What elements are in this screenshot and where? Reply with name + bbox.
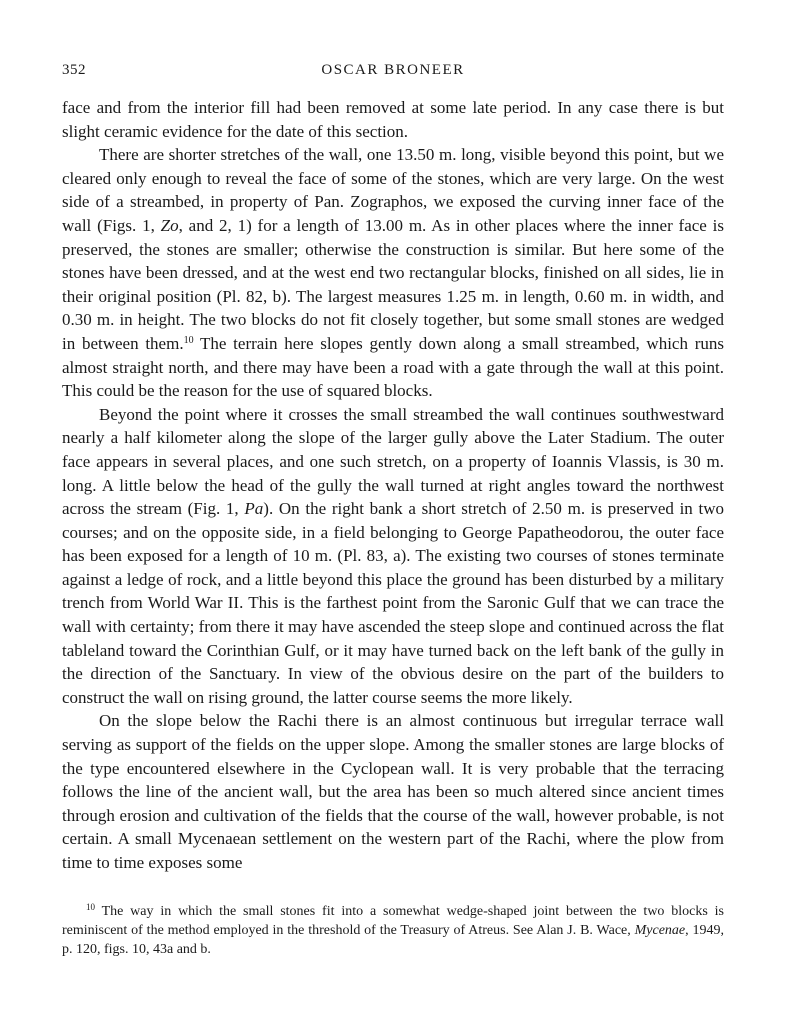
text-segment: , and 2, 1) for a length of 13.00 m. As in other places where the inner face is preserved, the stones are smaller; otherwise the construction is similar. But here some of the stones have been dressed, and at the west end two rectangular blocks, finished on all sides, lie in their original position (Pl. 82, b). The largest measures 1.25 m. in length, 0.60 m. in width, and 0.30 m. in height. The two blocks do not fit closely together, but some small stones are wedged in between them.: [62, 215, 724, 353]
paragraph: [62, 403, 724, 710]
footnote-text: , 1949, p. 120, figs. 10, 43a and b.: [62, 923, 724, 957]
footnote-reference[interactable]: 10: [183, 334, 194, 346]
italic-label: Zo: [160, 215, 179, 235]
paragraph: [62, 96, 724, 143]
paragraph: [62, 709, 724, 874]
text-segment: There are shorter stretches of the wall, one 13.50 m. long, visible beyond this point, but we cleared only enough to reveal the face of some of the stones, which are very large. On the west side of a streambed, in property of Pan. Zographos, we exposed the curving inner face of the wall (Figs. 1,: [62, 145, 724, 235]
text-segment: ). On the right bank a short stretch of 2.50 m. is preserved in two courses; and on the opposite side, in a field belonging to George Papatheodorou, the outer face has been exposed for a length of 10 m. (Pl. 83, a). The existing two courses of stones terminate against a ledge of rock, and a little beyond this place the ground has been disturbed by a military trench from World War II. This is the farthest point from the Saronic Gulf that we can trace the wall with certainty; from there it may have ascended the steep slope and continued across the flat tableland toward the Corinthian Gulf, or it may have turned back on the left bank of the gully in the direction of the Sanctuary. In view of the obvious desire on the part of the builders to construct the wall on rising ground, the latter course seems the more likely.: [62, 499, 724, 707]
paragraph: [62, 143, 724, 403]
italic-label: Pa: [244, 499, 264, 519]
footnote-number: 10: [86, 902, 95, 912]
book-title: Mycenae: [634, 923, 686, 938]
text-segment: On the slope below the Rachi there is an almost continuous but irregular terrace wall serving as support of the fields on the upper slope. Among the smaller stones are large blocks of the type encountered elsewhere in the Cyclopean wall. It is very probable that the terracing follows the line of the ancient wall, but the area has been so much altered since ancient times through erosion and cultivation of the fields that the course of the wall, however probable, is not certain. A small Mycenaean settlement on the western part of the Rachi, where the plow from time to time exposes some: [62, 711, 724, 872]
footnotes: [62, 902, 724, 959]
text-segment: Beyond the point where it crosses the small streambed the wall continues southwestward nearly a half kilometer along the slope of the larger gully above the Later Stadium. The outer face appears in several places, and one such stretch, on a property of Ioannis Vlassis, is 30 m. long. A little below the head of the gully the wall turned at right angles toward the northwest across the stream (Fig. 1,: [62, 404, 724, 519]
footnote-text: The way in which the small stones fit into a somewhat wedge-shaped joint between the two blocks is reminiscent of the method employed in the threshold of the Treasury of Atreus. See Alan J. B. Wace,: [62, 904, 724, 938]
page-header: [62, 58, 724, 86]
body-text: [62, 96, 724, 875]
footnote: [62, 902, 724, 959]
running-title: OSCAR BRONEER: [321, 62, 465, 78]
page: [62, 58, 724, 875]
text-segment: The terrain here slopes gently down along a small streambed, which runs almost straight north, and there may have been a road with a gate through the wall at this point. This could be the reason for the use of squared blocks.: [62, 333, 724, 401]
text-segment: face and from the interior fill had been removed at some late period. In any case there is but slight ceramic evidence for the date of this section.: [62, 98, 724, 141]
page-number: 352: [62, 62, 86, 78]
